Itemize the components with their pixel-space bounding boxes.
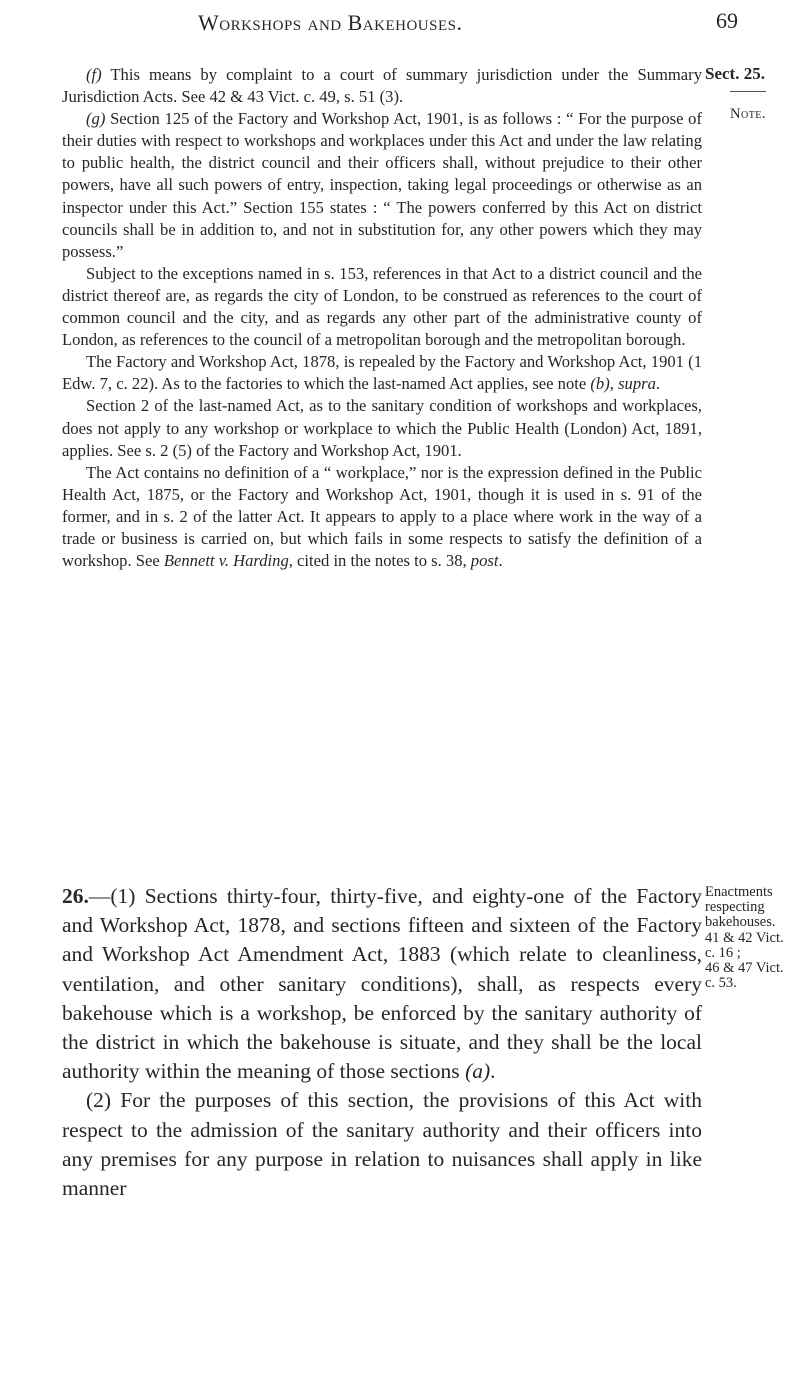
definition-after: . [498,551,503,571]
running-title: Workshops and Bakehouses. [198,10,463,35]
section-number: 26. [62,884,89,908]
note-repeal-paragraph [62,351,702,395]
note-g [62,108,702,263]
margin-enact-line: 46 & 47 Vict. [705,960,784,977]
note-f [62,64,702,108]
margin-enact-line: c. 16 ; [705,944,741,961]
definition-text: The Act contains no definition of a “ workplace,” nor is the expression defined in the Public Health Act, 1875, or the Factory and Workshop Act, 1901, though it is used in s. 91 of the former, and in s. 2 of the latter Act. It appears to apply to a place where work in the way of a trade or business is carried on, but which fails in some respects to satisfy the definition of a workshop. See [62,462,702,571]
section-26 [62,882,702,1203]
margin-enactments [705,885,800,991]
note-section2-paragraph: Section 2 of the last-named Act, as to the sanitary condition of workshops and workplaces, does not apply to any workshop or workplace to which the Public Health (London) Act, 1891, applies. See s. 2 (5) of the Factory and Workshop Act, 1901. [62,396,702,460]
running-head [0,2,800,42]
note-g-text: Section 125 of the Factory and Workshop Act, 1901, is as follows : “ For the purpose of their duties with respect to workshops and workplaces under this Act and under the law relating to public health, the district council and their officers shall, without prejudice to their other powers, have all such powers of entry, inspection, taking legal proceedings or otherwise as an inspector under this Act.” Section 155 states : “ The powers conferred by this Act on district councils shall be in addition to, and not in substitution for, any other powers which they may possess.” [62,109,702,261]
repeal-supra: supra [618,374,656,394]
repeal-middle: , [609,374,619,394]
notes-block [62,64,702,572]
repeal-text: The Factory and Workshop Act, 1878, is repealed by the Factory and Workshop Act, 1901 (1 Edw. 7, c. 22). As to the factories to which the last-named Act applies, see note [62,352,702,394]
margin-rule [730,91,766,92]
page-number: 69 [716,8,738,33]
subsection-1-end: . [490,1059,496,1084]
definition-middle: , cited in the notes to s. 38, [288,551,471,571]
subsection-1-ref: (a) [465,1059,491,1084]
margin-enact-line: Enactments [705,884,773,900]
definition-case: Bennett v. Harding [163,551,289,571]
note-definition-paragraph [62,462,702,572]
note-f-text: This means by complaint to a court of summary jurisdiction under the Summary Jurisdiction Acts. See 42 & 43 Vict. c. 49, s. 51 (3). [62,65,702,107]
repeal-ref: (b) [590,374,610,394]
margin-enact-line: 41 & 42 Vict. [705,929,784,946]
margin-section-ref: Sect. 25. [705,64,765,83]
margin-enact-line: c. 53. [705,975,737,992]
margin-enact-line: respecting [705,899,765,916]
repeal-after: . [655,374,661,394]
note-g-mark: (g) [86,109,106,129]
margin-enact-line: bakehouses. [705,914,776,931]
margin-note-label: Note. [730,106,767,122]
note-subject-paragraph: Subject to the exceptions named in s. 153, references in that Act to a district council and the district thereof are, as regards the city of London, to be construed as references to the court of common council and the city, and as regards any other part of the administrative county of London, as references to the council of a metropolitan borough and the metropolitan borough. [62,263,702,350]
definition-post: post [470,551,499,571]
section-26-subsection-1 [62,882,702,1086]
section-26-subsection-2: (2) For the purposes of this section, the provisions of this Act with respect to the admission of the sanitary authority and their officers into any premises for any purpose in relation to nuisances shall apply in like manner [62,1088,702,1201]
subsection-1-text: —(1) Sections thirty-four, thirty-five, and eighty-one of the Factory and Workshop Act, 1878, and sections fifteen and sixteen of the Factory and Workshop Act Amendment Act, 1883 (which relate to cleanliness, ventilation, and other sanitary conditions), shall, as respects every bakehouse which is a workshop, be enforced by the sanitary authority of the district in which the bakehouse is situate, and they shall be the local authority within the meaning of those sections [62,884,702,1084]
note-f-mark: (f) [86,65,102,84]
